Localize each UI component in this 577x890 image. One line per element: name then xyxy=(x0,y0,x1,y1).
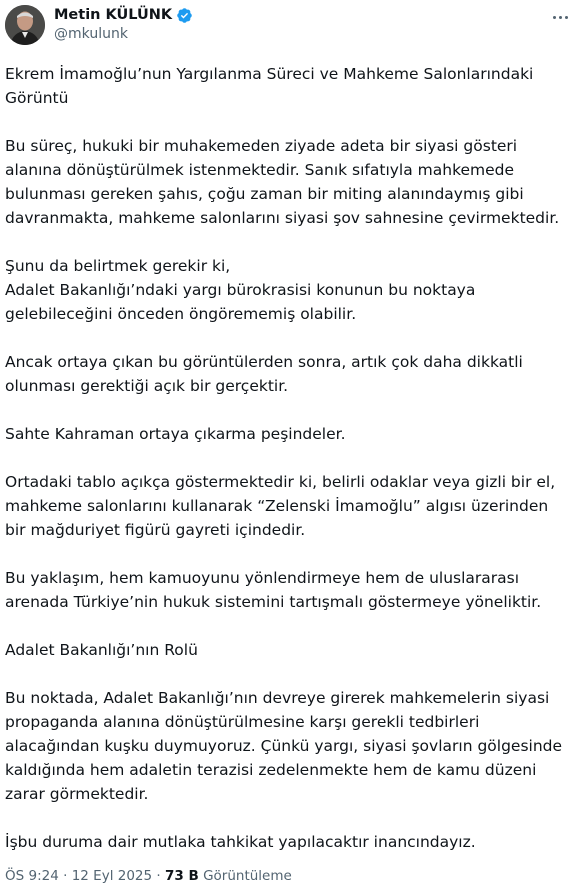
tweet-meta xyxy=(5,868,292,884)
tweet-paragraph: Sahte Kahraman ortaya çıkarma peşindeler. xyxy=(5,425,346,443)
tweet-paragraph: Ekrem İmamoğlu’nun Yargılanma Süreci ve Mahkeme Salonlarındaki Görüntü xyxy=(5,65,534,107)
avatar[interactable] xyxy=(5,5,45,45)
tweet-text xyxy=(5,62,573,878)
meta-separator: · xyxy=(63,868,68,884)
tweet-time[interactable]: ÖS 9:24 xyxy=(5,868,59,884)
tweet-paragraph: Bu noktada, Adalet Bakanlığı’nın devreye girerek mahkemelerin siyasi propaganda alanına dönüştürülmesine karşı gerekli tedbirleri alacağından kuşku duymuyoruz. Çünkü yargı, siyasi şovların gölgesinde kaldığında hem adaletin terazisi zedelenmekte hem de kamu düzeni zarar görmektedir. xyxy=(5,689,563,803)
author-row xyxy=(54,5,193,25)
tweet-paragraph: Ancak ortaya çıkan bu görüntülerden sonra, artık çok daha dikkatli olunması gerektiği açık bir gerçektir. xyxy=(5,353,523,395)
dot xyxy=(553,16,556,19)
views-count: 73 B xyxy=(164,868,199,884)
avatar-image xyxy=(5,5,45,45)
meta-separator: · xyxy=(156,868,161,884)
tweet-paragraph: Bu yaklaşım, hem kamuoyunu yönlendirmeye hem de uluslararası arenada Türkiye’nin hukuk sistemini tartışmalı göstermeye yöneliktir. xyxy=(5,569,542,611)
verified-badge-icon xyxy=(176,7,193,24)
tweet-paragraph: Adalet Bakanlığı’nın Rolü xyxy=(5,641,198,659)
author-name[interactable]: Metin KÜLÜNK xyxy=(54,7,173,23)
more-options-icon[interactable] xyxy=(548,7,572,27)
tweet-paragraph: İşbu duruma dair mutlaka tahkikat yapılacaktır inancındayız. xyxy=(5,833,476,851)
dot xyxy=(559,16,562,19)
tweet-paragraph: Bu süreç, hukuki bir muhakemeden ziyade adeta bir siyasi gösteri alanına dönüştürülmek istenmektedir. Sanık sıfatıyla mahkemede bulunması gereken şahıs, çoğu zaman bir miting alanındaymış gibi davranmakta, mahkeme salonlarını siyasi şov sahnesine çevirmektedir. xyxy=(5,137,560,227)
tweet-header xyxy=(0,0,577,56)
tweet-date[interactable]: 12 Eyl 2025 xyxy=(71,868,153,884)
author-handle[interactable]: @mkulunk xyxy=(54,26,128,42)
dot xyxy=(565,16,568,19)
views-label: Görüntüleme xyxy=(203,868,292,884)
tweet-paragraph: Şunu da belirtmek gerekir ki, Adalet Bakanlığı’ndaki yargı bürokrasisi konunun bu noktaya gelebileceğini önceden öngörememiş olabilir. xyxy=(5,257,476,323)
tweet-paragraph: Ortadaki tablo açıkça göstermektedir ki, belirli odaklar veya gizli bir el, mahkeme salonlarını kullanarak “Zelenski İmamoğlu” algısı üzerinden bir mağduriyet figürü gayreti içindedir. xyxy=(5,473,556,539)
